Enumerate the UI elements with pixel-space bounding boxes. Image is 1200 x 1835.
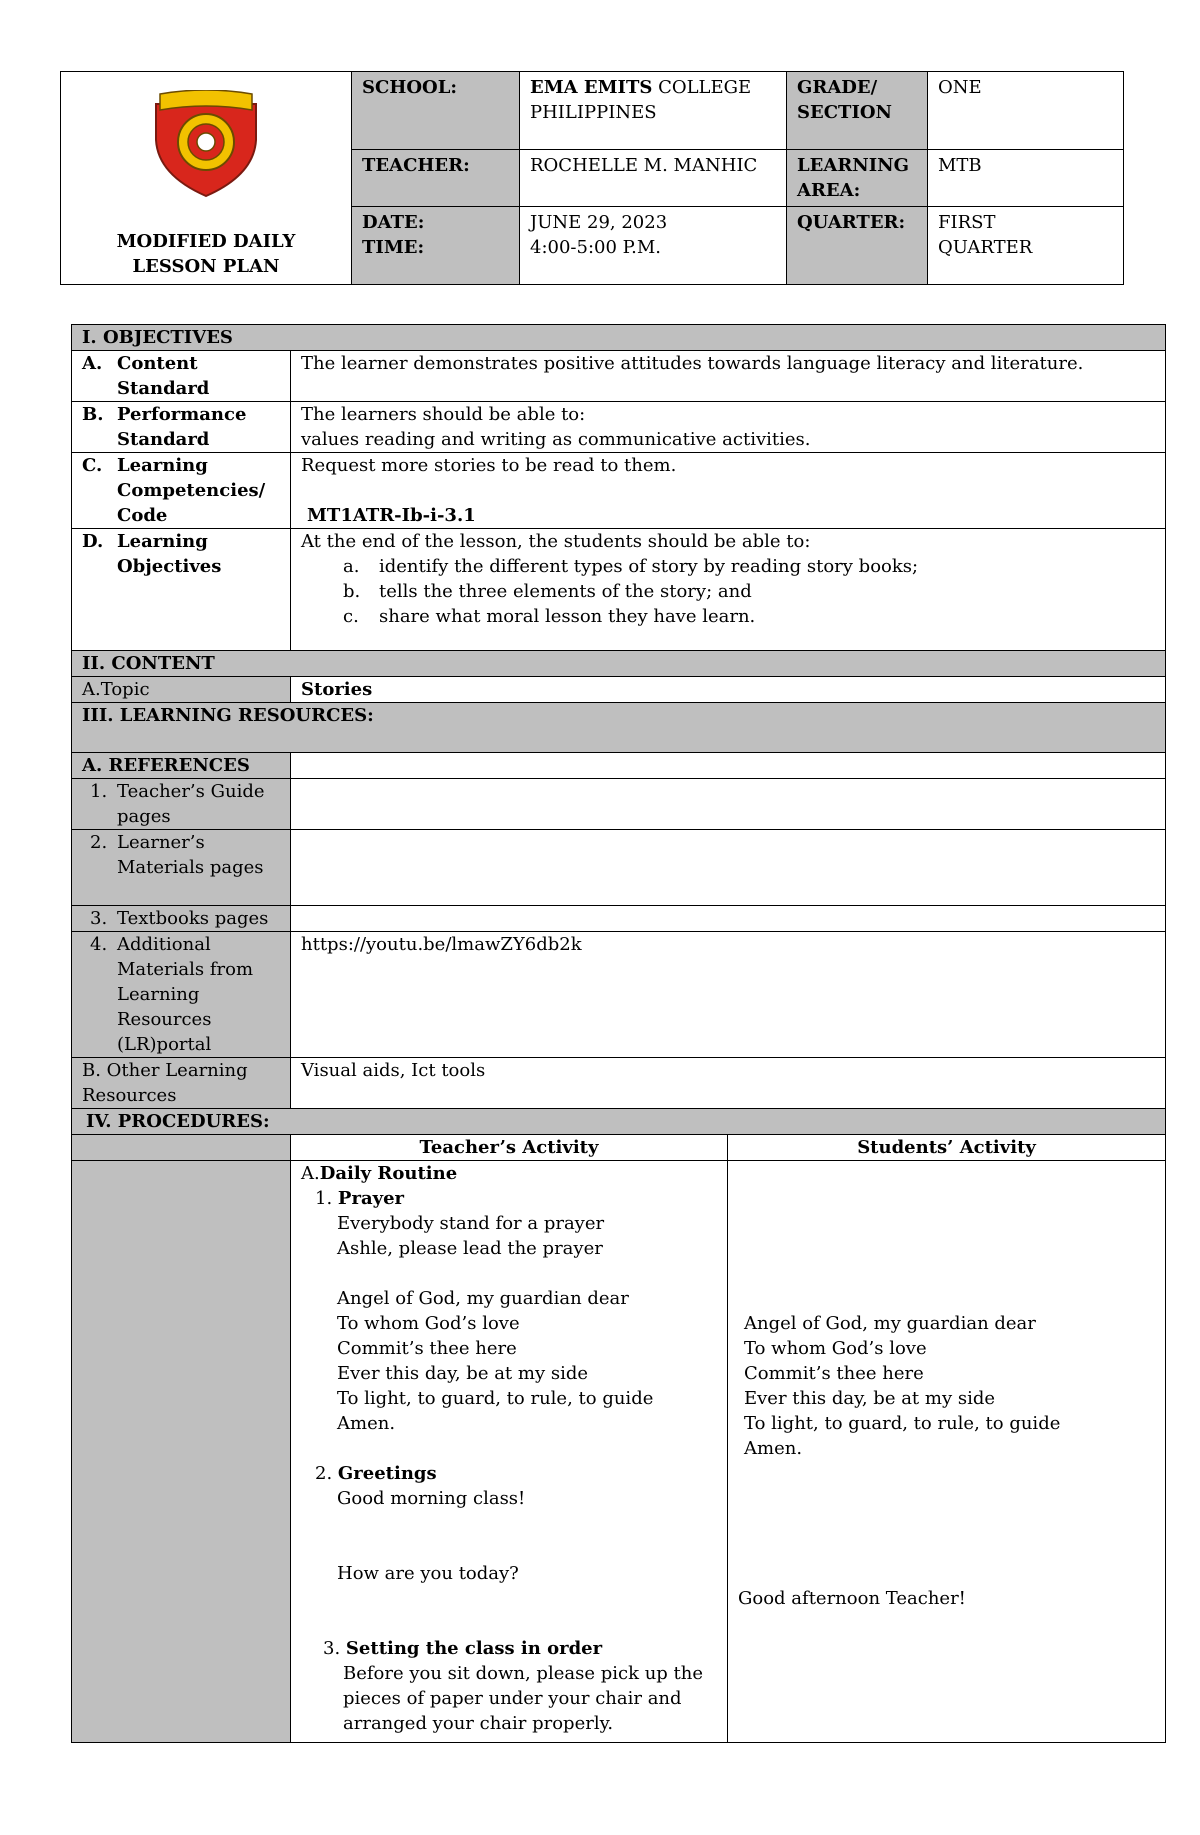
- procedures-heading: IV. PROCEDURES:: [72, 1109, 1166, 1135]
- teacher-activity: A.Daily Routine 1. Prayer Everybody stand for a prayer Ashle, please lead the prayer Angel of God, my guardian dear To whom God’s love Commit’s thee here Ever this day, be at my side To light, to guard, to rule, to guide Amen. 2. Greetings Good morning class! How are you today? 3. Setting the class in order Before you sit down, please pick up the pieces of paper under your chair and arranged your chair properly.: [291, 1161, 728, 1743]
- content-standard-label: A. Content Standard: [72, 351, 291, 402]
- document-title: MODIFIED DAILY LESSON PLAN: [116, 231, 296, 277]
- other-resources-label: B. Other Learning Resources: [72, 1058, 291, 1109]
- teachers-guide-value: [291, 779, 1166, 830]
- competencies-value: Request more stories to be read to them. MT1ATR-Ib-i-3.1: [291, 453, 1166, 529]
- performance-standard-label: B. Performance Standard: [72, 402, 291, 453]
- teacher-value: ROCHELLE M. MANHIC: [520, 150, 787, 207]
- school-logo: [146, 90, 266, 200]
- references-value: [291, 753, 1166, 779]
- list-item: a. identify the different types of story by reading story books;: [343, 556, 919, 577]
- school-label: SCHOOL:: [352, 72, 520, 150]
- lesson-plan-table: [71, 324, 1166, 1743]
- school-value: EMA EMITS COLLEGE PHILIPPINES: [520, 72, 787, 150]
- additional-materials-link[interactable]: https://youtu.be/lmawZY6db2k: [291, 932, 1166, 1058]
- procedures-corner: [72, 1135, 291, 1161]
- competencies-label: C. Learning Competencies/ Code: [72, 453, 291, 529]
- procedures-side: [72, 1161, 291, 1743]
- textbooks-label: 3. Textbooks pages: [72, 906, 291, 932]
- objectives-value: At the end of the lesson, the students should be able to: a. identify the different types of story by reading story books; b. tells the three elements of the story; and c. share what moral lesson they have learn.: [291, 529, 1166, 651]
- teacher-activity-header: Teacher’s Activity: [291, 1135, 728, 1161]
- students-activity: Angel of God, my guardian dear To whom God’s love Commit’s thee here Ever this day, be at my side To light, to guard, to rule, to guide Amen. Good afternoon Teacher!: [728, 1161, 1166, 1743]
- references-label: A. REFERENCES: [72, 753, 291, 779]
- competency-code: MT1ATR-Ib-i-3.1: [307, 505, 476, 526]
- textbooks-value: [291, 906, 1166, 932]
- header-table: [60, 71, 1124, 285]
- content-standard-value: The learner demonstrates positive attitudes towards language literacy and literature.: [291, 351, 1166, 402]
- grade-value: ONE: [928, 72, 1124, 150]
- date-time-value: JUNE 29, 2023 4:00-5:00 P.M.: [520, 207, 787, 285]
- learners-materials-label: 2. Learner’s Materials pages: [72, 830, 291, 906]
- performance-standard-value: The learners should be able to: values reading and writing as communicative activities.: [291, 402, 1166, 453]
- topic-label: A.Topic: [72, 677, 291, 703]
- area-label: LEARNING AREA:: [787, 150, 928, 207]
- list-item: b. tells the three elements of the story; and: [343, 581, 752, 602]
- students-activity-header: Students’ Activity: [728, 1135, 1166, 1161]
- teachers-guide-label: 1. Teacher’s Guide pages: [72, 779, 291, 830]
- other-resources-value: Visual aids, Ict tools: [291, 1058, 1166, 1109]
- resources-heading: III. LEARNING RESOURCES:: [72, 703, 1166, 753]
- content-heading: II. CONTENT: [72, 651, 1166, 677]
- list-item: c. share what moral lesson they have learn.: [343, 606, 756, 627]
- additional-materials-label: 4. Additional Materials from Learning Resources (LR)portal: [72, 932, 291, 1058]
- grade-label: GRADE/ SECTION: [787, 72, 928, 150]
- quarter-value: FIRST QUARTER: [928, 207, 1124, 285]
- quarter-label: QUARTER:: [787, 207, 928, 285]
- objectives-heading: I. OBJECTIVES: [72, 325, 1166, 351]
- learners-materials-value: [291, 830, 1166, 906]
- area-value: MTB: [928, 150, 1124, 207]
- logo-cell: [61, 72, 352, 285]
- date-time-label: DATE: TIME:: [352, 207, 520, 285]
- objectives-list: [301, 554, 1155, 629]
- topic-value: Stories: [291, 677, 1166, 703]
- teacher-label: TEACHER:: [352, 150, 520, 207]
- objectives-label: D. Learning Objectives: [72, 529, 291, 651]
